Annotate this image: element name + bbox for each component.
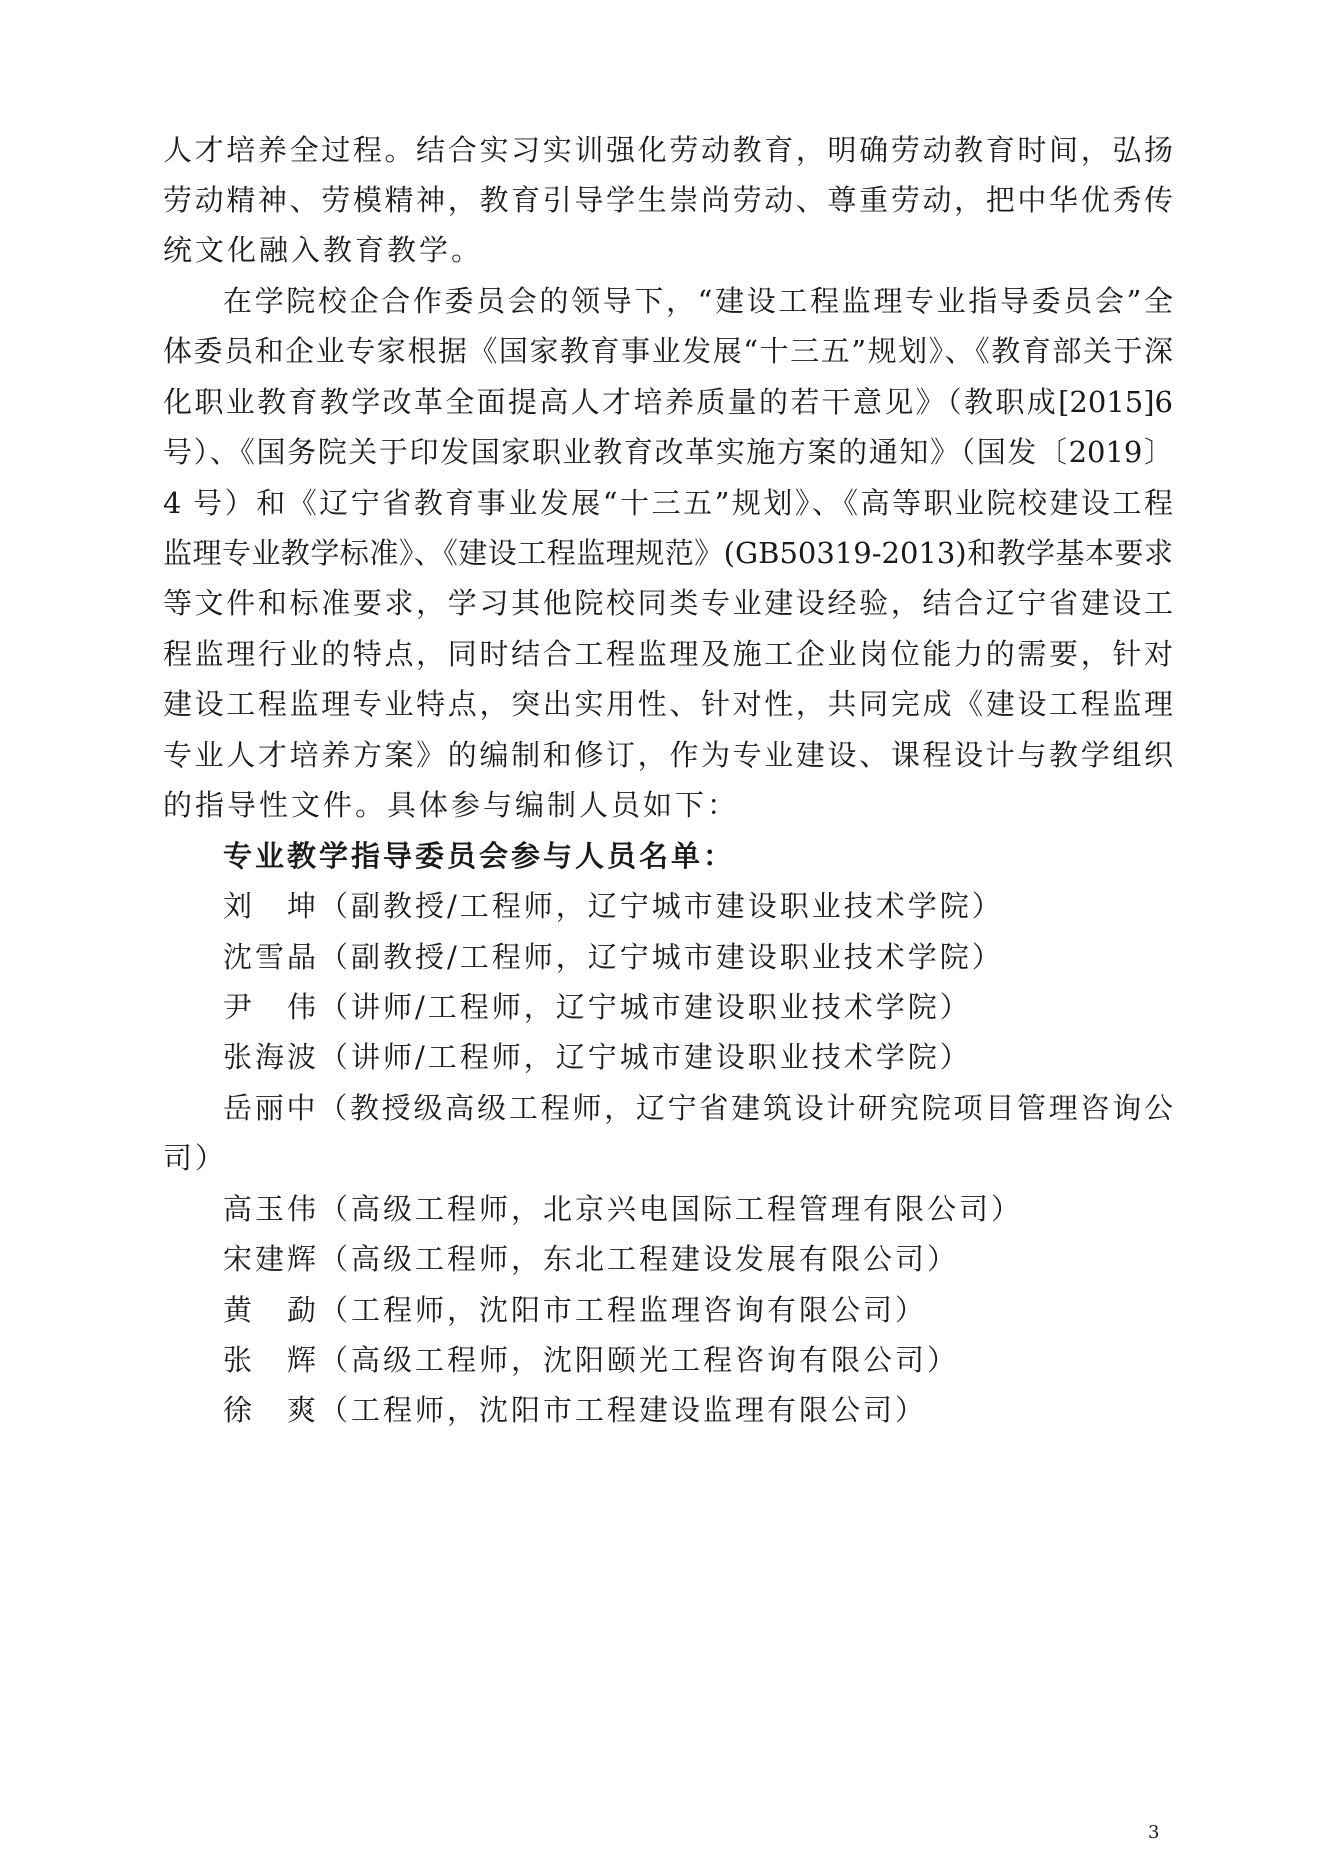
member-entry: 张海波（讲师/工程师，辽宁城市建设职业技术学院） [223,1040,972,1074]
member-entry: 黄 勐（工程师，沈阳市工程监理咨询有限公司） [223,1293,928,1327]
member-list-heading: 专业教学指导委员会参与人员名单： [223,839,736,873]
page-number: 3 [1148,1822,1160,1843]
member-entry: 张 辉（高级工程师，沈阳颐光工程咨询有限公司） [223,1343,960,1377]
member-entry: 高玉伟（高级工程师，北京兴电国际工程管理有限公司） [223,1192,1024,1226]
body-text-line: 劳动精神、劳模精神，教育引导学生崇尚劳动、尊重劳动，把中华优秀传 [163,183,1173,217]
body-text-line: 号）、《国务院关于印发国家职业教育改革实施方案的通知》（国发〔2019〕 [163,435,1173,469]
member-entry: 刘 坤（副教授/工程师，辽宁城市建设职业技术学院） [223,889,1004,923]
body-text-line: 统文化融入教育教学。 [163,233,484,267]
body-text-line: 监理专业教学标准》、《建设工程监理规范》(GB50319-2013)和教学基本要求 [163,536,1173,570]
body-text-line: 体委员和企业专家根据《国家教育事业发展“十三五”规划》、《教育部关于深 [163,334,1173,368]
member-entry-continuation: 司） [163,1141,228,1175]
body-text-line: 人才培养全过程。结合实习实训强化劳动教育，明确劳动教育时间，弘扬 [163,133,1173,167]
body-text-line: 4 号）和《辽宁省教育事业发展“十三五”规划》、《高等职业院校建设工程 [163,486,1173,520]
member-entry: 宋建辉（高级工程师，东北工程建设发展有限公司） [223,1242,960,1276]
body-text-line: 专业人才培养方案》的编制和修订，作为专业建设、课程设计与教学组织 [163,738,1173,772]
paragraph-first-line: 在学院校企合作委员会的领导下，“建设工程监理专业指导委员会”全 [223,284,1173,318]
member-entry: 徐 爽（工程师，沈阳市工程建设监理有限公司） [223,1393,928,1427]
body-text-line: 程监理行业的特点，同时结合工程监理及施工企业岗位能力的需要，针对 [163,637,1173,671]
body-text-line: 建设工程监理专业特点，突出实用性、针对性，共同完成《建设工程监理 [163,687,1173,721]
member-entry: 岳丽中（教授级高级工程师，辽宁省建筑设计研究院项目管理咨询公 [223,1091,1173,1125]
body-text-line: 等文件和标准要求，学习其他院校同类专业建设经验，结合辽宁省建设工 [163,586,1173,620]
member-entry: 尹 伟（讲师/工程师，辽宁城市建设职业技术学院） [223,990,972,1024]
member-entry: 沈雪晶（副教授/工程师，辽宁城市建设职业技术学院） [223,940,1004,974]
body-text-line: 的指导性文件。具体参与编制人员如下： [163,788,740,822]
body-text-line: 化职业教育教学改革全面提高人才培养质量的若干意见》（教职成[2015]6 [163,385,1173,419]
